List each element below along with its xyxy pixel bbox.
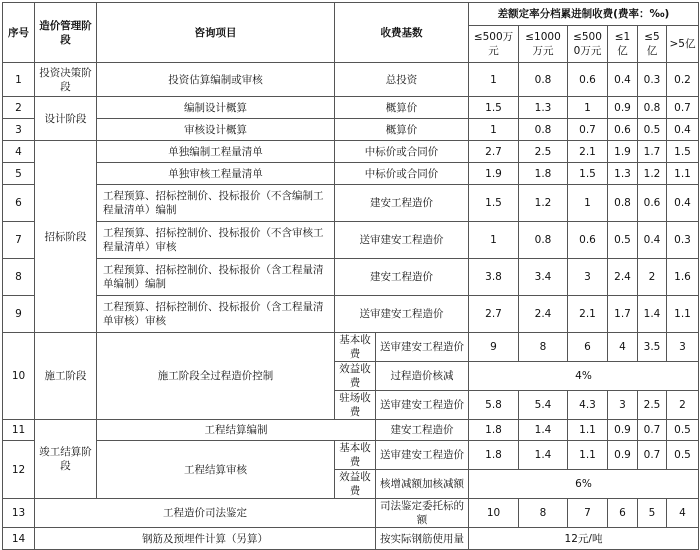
table-row — [3, 141, 699, 163]
item-cell: 编制设计概算 — [97, 97, 335, 119]
row-number: 5 — [3, 163, 35, 185]
rate-cell: 1 — [469, 63, 519, 97]
rate-cell: 4 — [667, 499, 699, 528]
header-tier: ≤5亿 — [638, 26, 667, 63]
table-row — [3, 420, 699, 441]
header-basis: 收费基数 — [335, 3, 469, 63]
rate-cell: 2.1 — [568, 141, 608, 163]
basis-cell: 送审建安工程造价 — [376, 333, 469, 362]
item-cell: 钢筋及预埋件计算（另算） — [35, 528, 376, 550]
item-cell: 单独审核工程量清单 — [97, 163, 335, 185]
row-number: 13 — [3, 499, 35, 528]
item-cell: 投资估算编制或审核 — [97, 63, 335, 97]
table-row — [3, 441, 699, 470]
rate-cell: 0.3 — [638, 63, 667, 97]
header-tier: ≤5000万元 — [568, 26, 608, 63]
basis-cell: 核增减额加核减额 — [376, 470, 469, 499]
table-row — [3, 119, 699, 141]
rate-cell: 5.4 — [519, 391, 568, 420]
rate-cell: 0.4 — [608, 63, 638, 97]
rate-cell: 10 — [469, 499, 519, 528]
rate-cell: 1.5 — [667, 141, 699, 163]
header-stage: 造价管理阶段 — [35, 3, 97, 63]
rate-cell: 1.9 — [608, 141, 638, 163]
rate-cell: 2 — [638, 259, 667, 296]
item-cell: 施工阶段全过程造价控制 — [97, 333, 335, 420]
header-tier: >5亿 — [667, 26, 699, 63]
table-row — [3, 185, 699, 222]
rate-cell: 3 — [568, 259, 608, 296]
table-row — [3, 333, 699, 362]
rate-cell: 0.8 — [519, 63, 568, 97]
rate-cell: 1.6 — [667, 259, 699, 296]
rate-cell: 1.1 — [568, 441, 608, 470]
basis-cell: 建安工程造价 — [335, 185, 469, 222]
row-number: 4 — [3, 141, 35, 163]
row-number: 7 — [3, 222, 35, 259]
row-number: 3 — [3, 119, 35, 141]
rate-cell: 1.7 — [608, 296, 638, 333]
rate-cell: 1 — [568, 97, 608, 119]
rate-cell: 3 — [608, 391, 638, 420]
rate-cell: 6 — [568, 333, 608, 362]
rate-cell: 0.2 — [667, 63, 699, 97]
rate-cell: 1.5 — [568, 163, 608, 185]
rate-cell: 0.4 — [667, 119, 699, 141]
rate-cell: 8 — [519, 499, 568, 528]
table-row — [3, 259, 699, 296]
rate-cell: 1.8 — [469, 420, 519, 441]
rate-cell: 7 — [568, 499, 608, 528]
rate-cell: 1.4 — [519, 420, 568, 441]
table-row — [3, 499, 699, 528]
rate-cell: 2.5 — [638, 391, 667, 420]
sub-label-cell: 基本收费 — [335, 333, 376, 362]
table-row — [3, 63, 699, 97]
row-number: 10 — [3, 333, 35, 420]
rate-cell: 0.5 — [608, 222, 638, 259]
rate-cell: 3 — [667, 333, 699, 362]
rate-cell: 0.3 — [667, 222, 699, 259]
rate-cell: 1.5 — [469, 97, 519, 119]
rate-cell: 0.9 — [608, 97, 638, 119]
item-cell: 工程造价司法鉴定 — [35, 499, 376, 528]
rate-cell: 1.1 — [568, 420, 608, 441]
rate-cell: 3.5 — [638, 333, 667, 362]
rate-cell: 1.2 — [638, 163, 667, 185]
header-rate-group: 差额定率分档累进制收费(费率：‰) — [469, 3, 699, 26]
rate-cell: 3.4 — [519, 259, 568, 296]
row-number: 8 — [3, 259, 35, 296]
basis-cell: 送审建安工程造价 — [335, 222, 469, 259]
item-cell: 工程结算编制 — [97, 420, 376, 441]
rate-cell: 2.7 — [469, 296, 519, 333]
basis-cell: 司法鉴定委托标的额 — [376, 499, 469, 528]
table-row — [3, 97, 699, 119]
rate-cell: 4 — [608, 333, 638, 362]
merged-rate-cell: 6% — [469, 470, 699, 499]
item-cell: 工程预算、招标控制价、投标报价（不含编制工程量清单）编制 — [97, 185, 335, 222]
rate-cell: 1.5 — [469, 185, 519, 222]
row-number: 14 — [3, 528, 35, 550]
rate-cell: 4.3 — [568, 391, 608, 420]
rate-cell: 0.6 — [638, 185, 667, 222]
rate-cell: 0.8 — [638, 97, 667, 119]
rate-cell: 0.4 — [638, 222, 667, 259]
fee-table — [2, 2, 699, 550]
header-tier: ≤1000万元 — [519, 26, 568, 63]
rate-cell: 2.1 — [568, 296, 608, 333]
rate-cell: 0.4 — [667, 185, 699, 222]
row-number: 9 — [3, 296, 35, 333]
row-number: 12 — [3, 441, 35, 499]
sub-label-cell: 效益收费 — [335, 470, 376, 499]
merged-rate-cell: 12元/吨 — [469, 528, 699, 550]
header-seq: 序号 — [3, 3, 35, 63]
header-item: 咨询项目 — [97, 3, 335, 63]
rate-cell: 0.5 — [667, 420, 699, 441]
stage-cell: 投资决策阶段 — [35, 63, 97, 97]
rate-cell: 1.2 — [519, 185, 568, 222]
row-number: 11 — [3, 420, 35, 441]
rate-cell: 2.7 — [469, 141, 519, 163]
table-row — [3, 163, 699, 185]
rate-cell: 1.3 — [608, 163, 638, 185]
rate-cell: 1.1 — [667, 163, 699, 185]
rate-cell: 1.1 — [667, 296, 699, 333]
sub-label-cell: 基本收费 — [335, 441, 376, 470]
merged-rate-cell: 4% — [469, 362, 699, 391]
basis-cell: 概算价 — [335, 97, 469, 119]
rate-cell: 1 — [469, 222, 519, 259]
rate-cell: 1.8 — [519, 163, 568, 185]
rate-cell: 2 — [667, 391, 699, 420]
table-row — [3, 222, 699, 259]
row-number: 1 — [3, 63, 35, 97]
basis-cell: 中标价或合同价 — [335, 141, 469, 163]
basis-cell: 送审建安工程造价 — [376, 441, 469, 470]
item-cell: 工程结算审核 — [97, 441, 335, 499]
basis-cell: 建安工程造价 — [335, 259, 469, 296]
basis-cell: 按实际钢筋使用量 — [376, 528, 469, 550]
item-cell: 工程预算、招标控制价、投标报价（含工程量清单编制）编制 — [97, 259, 335, 296]
sub-label-cell: 效益收费 — [335, 362, 376, 391]
rate-cell: 5 — [638, 499, 667, 528]
rate-cell: 1.7 — [638, 141, 667, 163]
rate-cell: 1.4 — [519, 441, 568, 470]
rate-cell: 0.6 — [608, 119, 638, 141]
stage-cell: 招标阶段 — [35, 141, 97, 333]
stage-cell: 施工阶段 — [35, 333, 97, 420]
rate-cell: 1.9 — [469, 163, 519, 185]
basis-cell: 送审建安工程造价 — [376, 391, 469, 420]
row-number: 6 — [3, 185, 35, 222]
rate-cell: 1 — [568, 185, 608, 222]
item-cell: 单独编制工程量清单 — [97, 141, 335, 163]
sub-label-cell: 驻场收费 — [335, 391, 376, 420]
rate-cell: 1 — [469, 119, 519, 141]
rate-cell: 0.6 — [568, 222, 608, 259]
rate-cell: 0.9 — [608, 441, 638, 470]
rate-cell: 0.8 — [519, 222, 568, 259]
rate-cell: 8 — [519, 333, 568, 362]
basis-cell: 建安工程造价 — [376, 420, 469, 441]
rate-cell: 2.5 — [519, 141, 568, 163]
basis-cell: 送审建安工程造价 — [335, 296, 469, 333]
rate-cell: 0.7 — [667, 97, 699, 119]
basis-cell: 概算价 — [335, 119, 469, 141]
rate-cell: 0.7 — [638, 420, 667, 441]
rate-cell: 0.5 — [667, 441, 699, 470]
basis-cell: 过程造价核减 — [376, 362, 469, 391]
rate-cell: 0.8 — [519, 119, 568, 141]
stage-cell: 竣工结算阶段 — [35, 420, 97, 499]
rate-cell: 6 — [608, 499, 638, 528]
header-tier: ≤1亿 — [608, 26, 638, 63]
basis-cell: 总投资 — [335, 63, 469, 97]
rate-cell: 0.7 — [638, 441, 667, 470]
table-row — [3, 528, 699, 550]
rate-cell: 2.4 — [608, 259, 638, 296]
rate-cell: 1.3 — [519, 97, 568, 119]
rate-cell: 0.9 — [608, 420, 638, 441]
rate-cell: 1.4 — [638, 296, 667, 333]
rate-cell: 0.8 — [608, 185, 638, 222]
header-tier: ≤500万元 — [469, 26, 519, 63]
basis-cell: 中标价或合同价 — [335, 163, 469, 185]
item-cell: 工程预算、招标控制价、投标报价（含工程量清单审核）审核 — [97, 296, 335, 333]
rate-cell: 0.6 — [568, 63, 608, 97]
rate-cell: 3.8 — [469, 259, 519, 296]
rate-cell: 1.8 — [469, 441, 519, 470]
table-row — [3, 296, 699, 333]
rate-cell: 2.4 — [519, 296, 568, 333]
rate-cell: 9 — [469, 333, 519, 362]
item-cell: 工程预算、招标控制价、投标报价（不含审核工程量清单）审核 — [97, 222, 335, 259]
rate-cell: 0.7 — [568, 119, 608, 141]
row-number: 2 — [3, 97, 35, 119]
rate-cell: 5.8 — [469, 391, 519, 420]
item-cell: 审核设计概算 — [97, 119, 335, 141]
rate-cell: 0.5 — [638, 119, 667, 141]
stage-cell: 设计阶段 — [35, 97, 97, 141]
